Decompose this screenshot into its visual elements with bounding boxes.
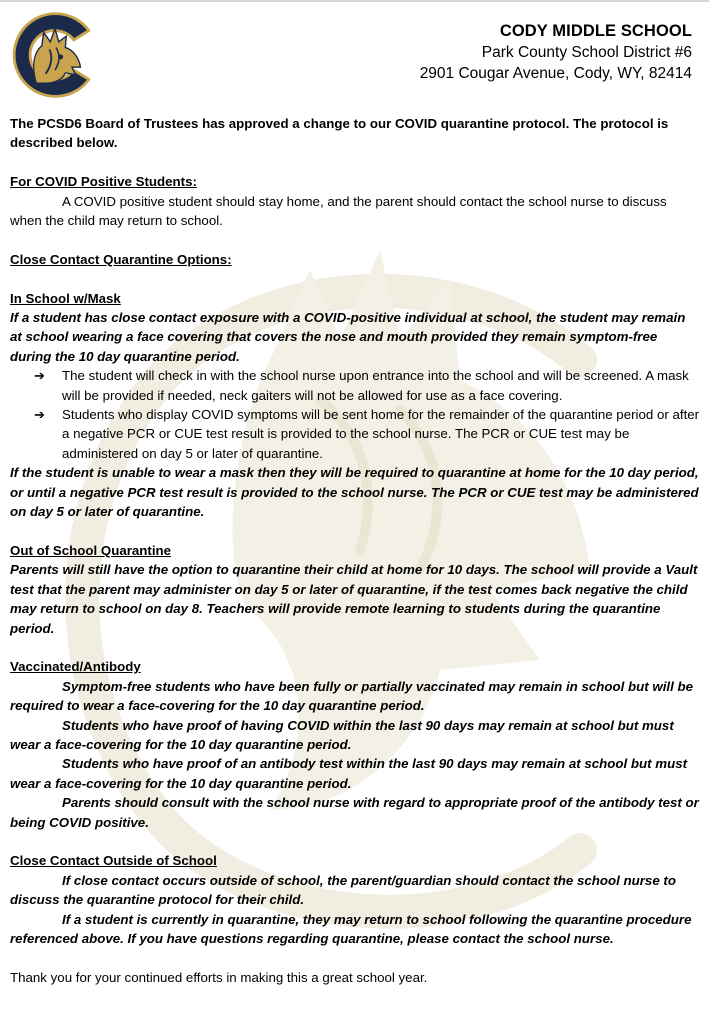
positive-text: A COVID positive student should stay home, and the parent should contact the school nurse to discuss when the child may return to school. [10,193,667,229]
arrow-right-icon: ➔ [34,368,45,384]
letter-body [10,114,700,987]
vaccinated-paragraph: Parents should consult with the school nurse with regard to appropriate proof of the antibody test or being COVID positive. [10,795,699,830]
list-item [34,405,700,463]
in-school-heading: In School w/Mask [10,290,121,306]
school-header [420,20,692,84]
intro-paragraph: The PCSD6 Board of Trustees has approved a change to our COVID quarantine protocol. The protocol is described below. [10,116,669,151]
in-school-bullets [10,366,700,463]
bullet-text: Students who display COVID symptoms will be sent home for the remainder of the quarantine period or after a negative PCR or CUE test result is provided to the school nurse. The PCR or CUE test may be administered on day 5 or later of quarantine. [62,407,700,461]
arrow-right-icon: ➔ [34,407,45,423]
school-name: CODY MIDDLE SCHOOL [499,22,692,40]
bronco-c-logo-icon [7,8,103,102]
page-top-rule [0,0,709,2]
vaccinated-paragraph: Students who have proof of having COVID within the last 90 days may remain at school but must wear a face-covering for the 10 day quarantine period. [10,717,674,752]
in-school-lead: If a student has close contact exposure with a COVID-positive individual at school, the student may remain at school wearing a face covering that covers the nose and mouth provided they remain symptom-free during the 10 day quarantine period. [10,310,686,364]
outside-paragraph: If a student is currently in quarantine, they may return to school following the quarantine procedure referenced above. If you have questions regarding quarantine, please contact the school nurse. [10,911,692,946]
out-of-school-text: Parents will still have the option to quarantine their child at home for 10 days. The school will provide a Vault test that the parent may administer on day 5 or later of quarantine, if the test comes back negative the child may return to school on day 8. Teachers will provide remote learning to students during the quarantine period. [10,562,698,636]
vaccinated-paragraph: Symptom-free students who have been fully or partially vaccinated may remain in school but will be required to wear a face-covering for the 10 day quarantine period. [10,678,694,714]
outside-paragraph: If close contact occurs outside of school, the parent/guardian should contact the school nurse to discuss the quarantine protocol for their child. [10,872,676,908]
bullet-text: The student will check in with the school nurse upon entrance into the school and will be screened. A mask will be provided if needed, neck gaiters will not be allowed for use as a face covering. [62,368,689,403]
vaccinated-heading: Vaccinated/Antibody [10,659,141,675]
out-of-school-heading: Out of School Quarantine [10,542,172,558]
district-name: Park County School District #6 [481,44,692,61]
close-contact-heading: Close Contact Quarantine Options: [10,251,232,267]
school-address: 2901 Cougar Avenue, Cody, WY, 82414 [419,65,692,82]
outside-heading: Close Contact Outside of School [10,853,217,869]
in-school-closing: If the student is unable to wear a mask then they will be required to quarantine at home for the 10 day period, or until a negative PCR test result is provided to the school nurse. The PCR or CUE test may be administered on day 5 or later of quarantine. [10,465,699,520]
vaccinated-paragraph: Students who have proof of an antibody test within the last 90 days may remain at school but must wear a face-covering for the 10 day quarantine period. [10,756,688,791]
list-item [34,366,700,405]
closing-line: Thank you for your continued efforts in making this a great school year. [10,969,428,985]
positive-heading: For COVID Positive Students: [10,174,197,190]
